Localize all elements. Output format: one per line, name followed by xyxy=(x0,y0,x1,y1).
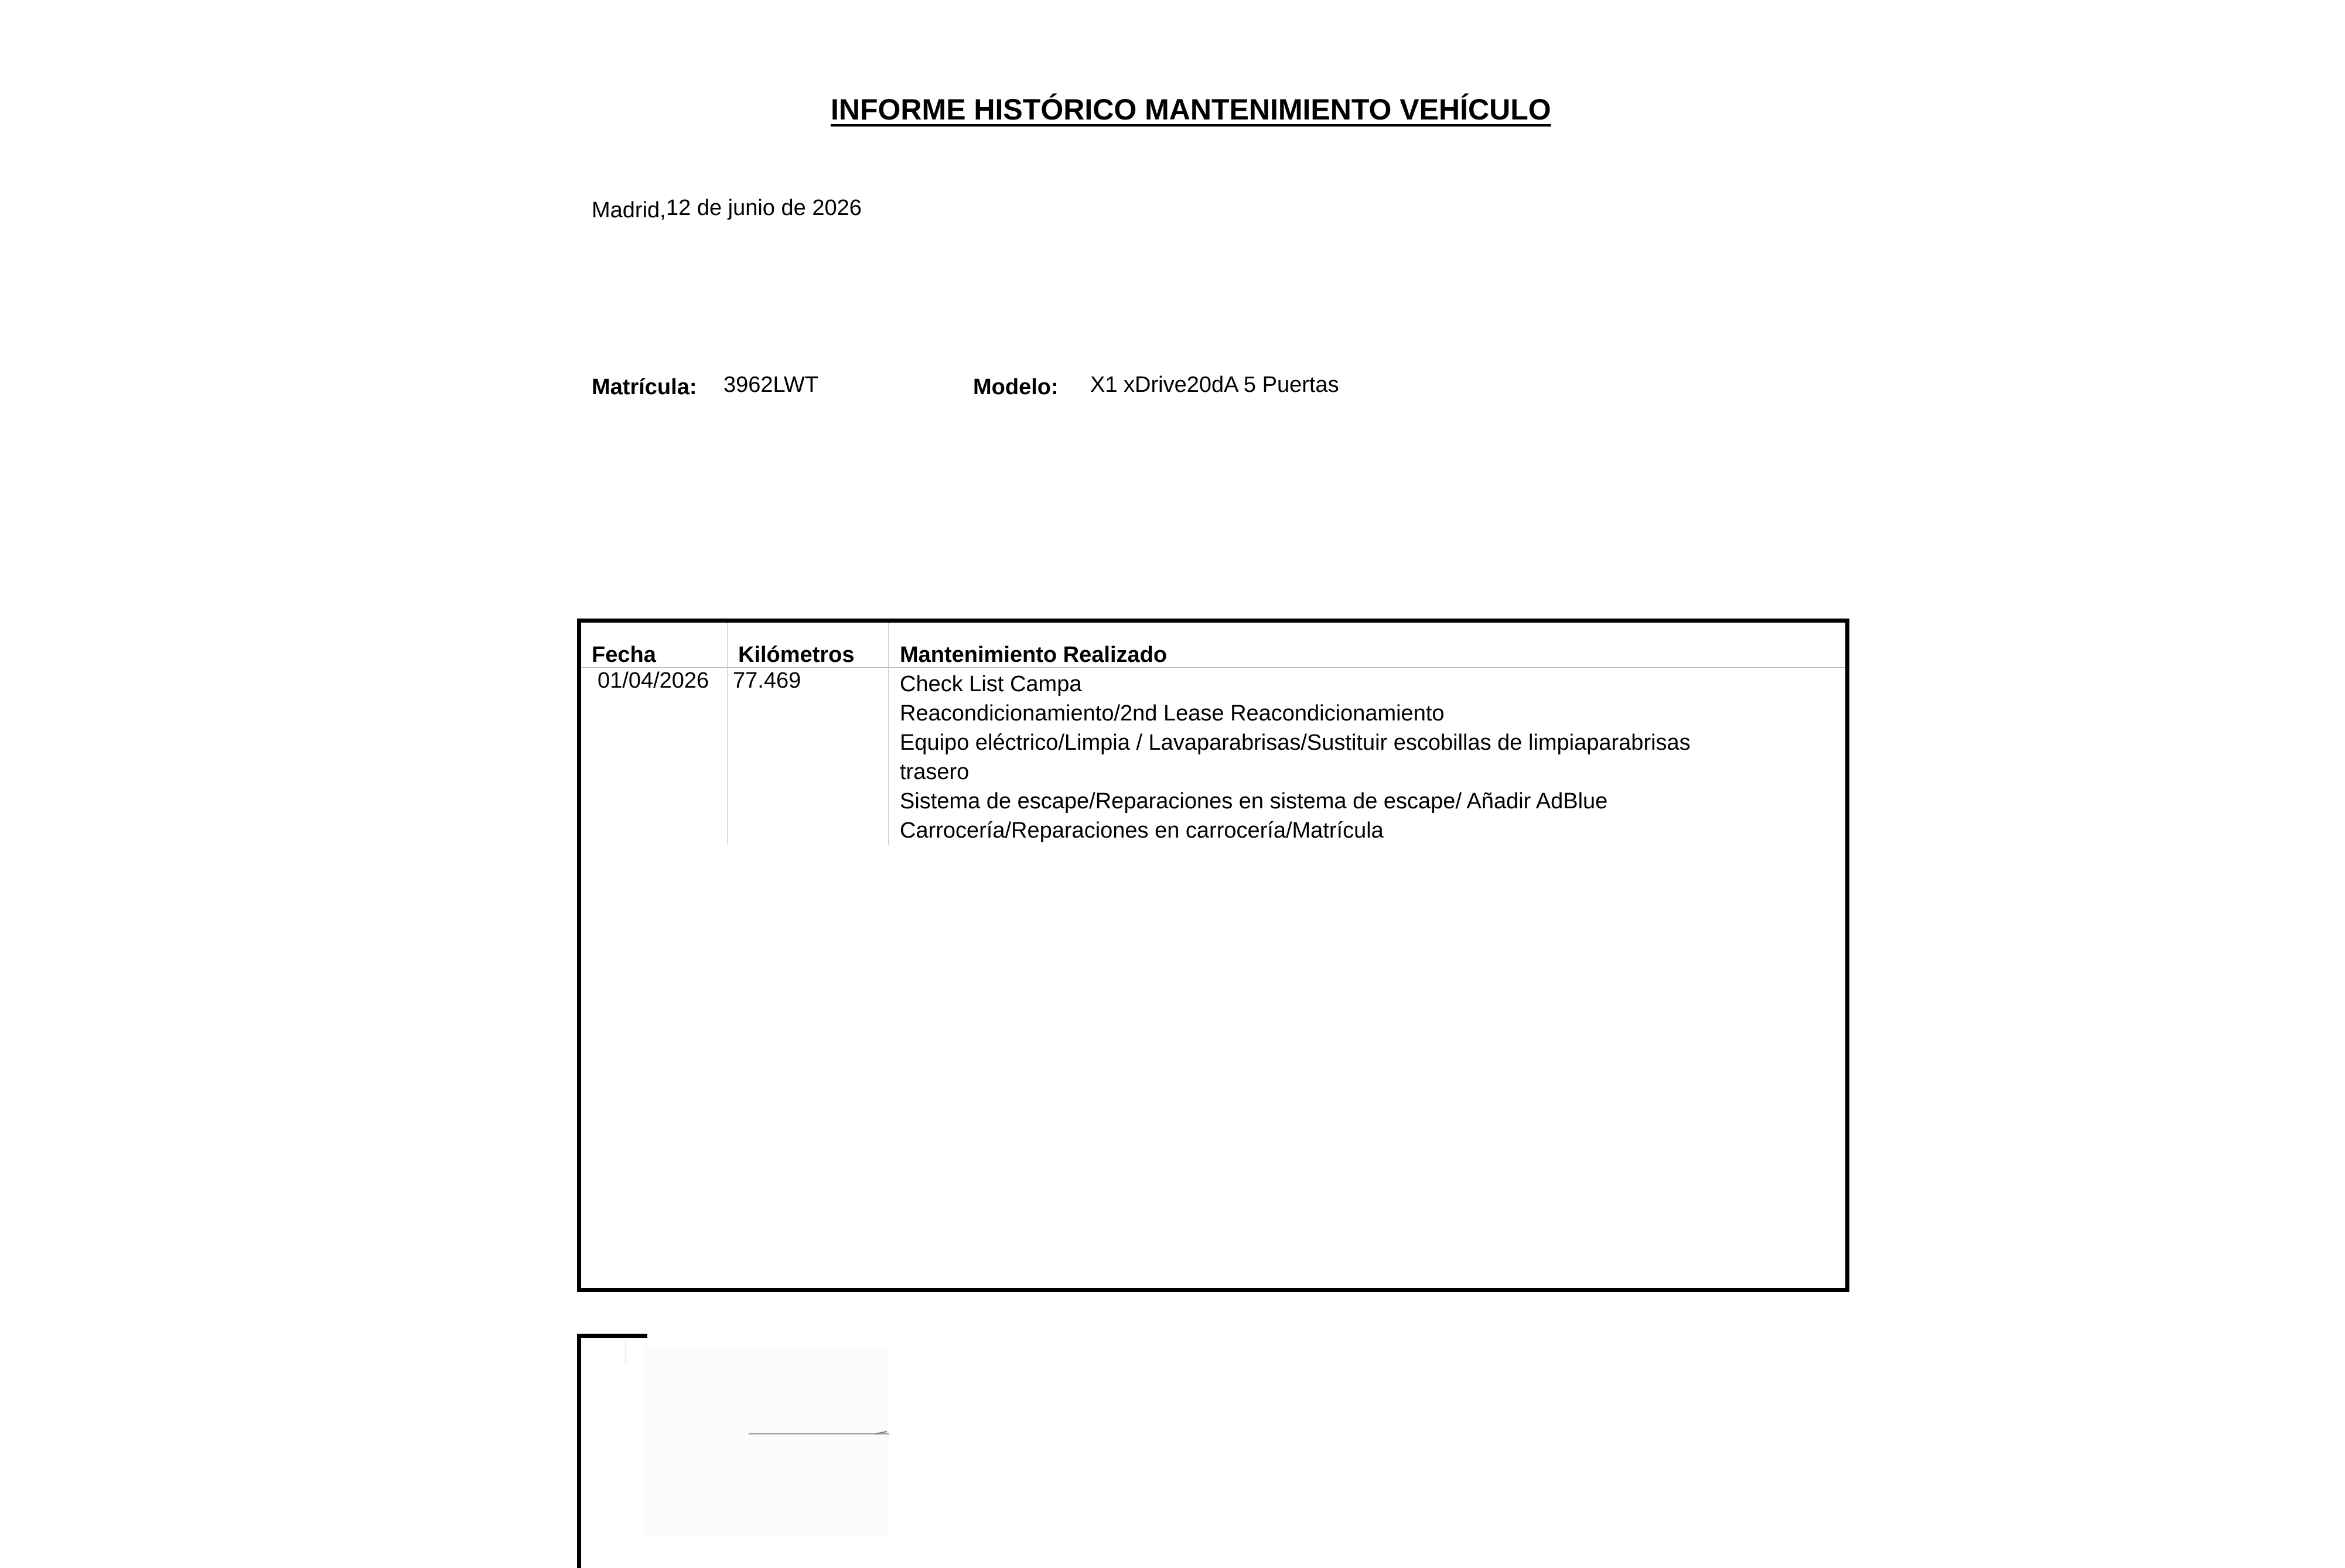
row-km: 77.469 xyxy=(733,668,801,693)
stamp-image xyxy=(626,1340,889,1535)
task-line: Equipo eléctrico/Limpia / Lavaparabrisas/Sustituir escobillas de limpiaparabrisas xyxy=(900,730,1691,755)
row-date: 01/04/2026 xyxy=(598,668,709,693)
column-header-kilometros: Kilómetros xyxy=(738,643,855,667)
column-header-mantenimiento: Mantenimiento Realizado xyxy=(900,643,1168,667)
report-date: 12 de junio de 2026 xyxy=(666,196,862,220)
plate-label: Matrícula: xyxy=(592,375,697,399)
model-label: Modelo: xyxy=(973,375,1059,399)
task-line: Check List Campa xyxy=(900,672,1082,696)
report-place: Madrid, xyxy=(592,198,666,223)
task-line: Reacondicionamiento/2nd Lease Reacondicionamiento xyxy=(900,701,1445,726)
column-header-fecha: Fecha xyxy=(592,643,656,667)
column-divider-1 xyxy=(727,623,728,845)
maintenance-table xyxy=(577,619,1849,1292)
report-title: INFORME HISTÓRICO MANTENIMIENTO VEHÍCULO xyxy=(831,93,1551,126)
header-divider xyxy=(581,667,1845,668)
column-divider-2 xyxy=(888,623,889,845)
model-value: X1 xDrive20dA 5 Puertas xyxy=(1090,373,1339,397)
plate-value: 3962LWT xyxy=(723,373,818,397)
row-maintenance-tasks xyxy=(900,669,1691,845)
task-line: Carrocería/Reparaciones en carrocería/Matrícula xyxy=(900,818,1384,843)
task-line: Sistema de escape/Reparaciones en sistema de escape/ Añadir AdBlue xyxy=(900,789,1608,814)
task-line: trasero xyxy=(900,760,970,784)
